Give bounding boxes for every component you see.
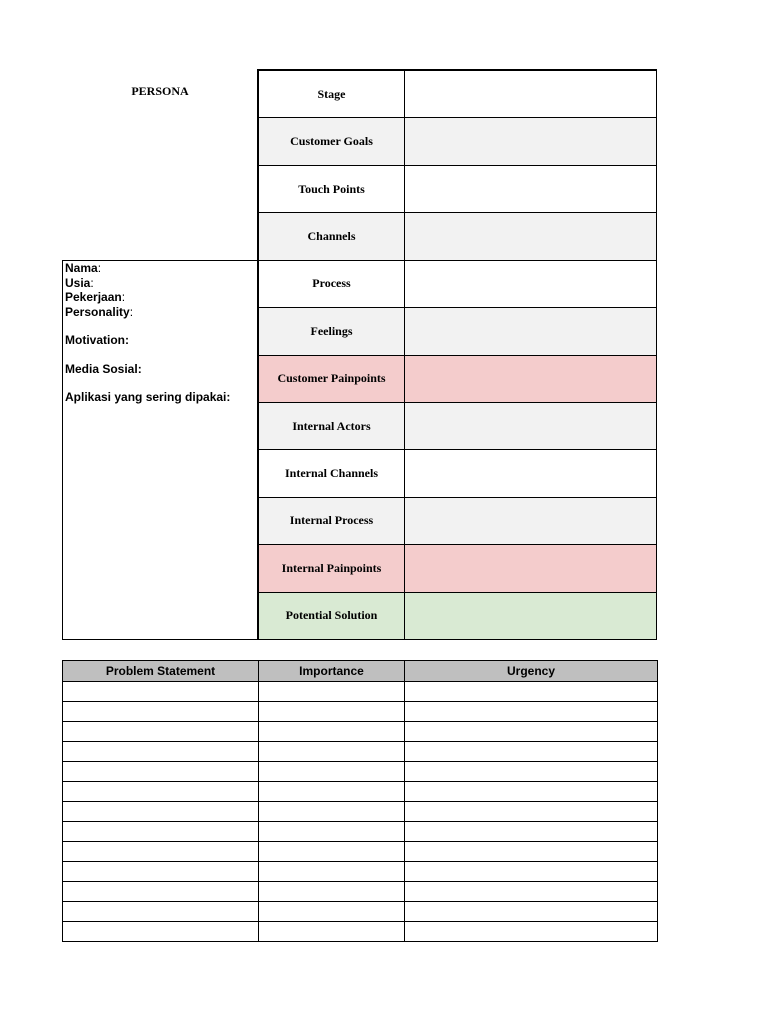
persona-title: PERSONA <box>131 84 189 98</box>
table-cell[interactable] <box>63 722 259 742</box>
field-colon: : <box>129 304 134 319</box>
table-row <box>63 782 658 802</box>
table-row <box>63 902 658 922</box>
table-cell[interactable] <box>405 842 658 862</box>
table-row <box>63 742 658 762</box>
journey-row-value-cell[interactable] <box>404 449 657 497</box>
table-cell[interactable] <box>63 702 259 722</box>
table-cell[interactable] <box>259 902 405 922</box>
journey-row-value-cell[interactable] <box>404 165 657 213</box>
journey-row-value-cell[interactable] <box>404 544 657 592</box>
field-label: Usia <box>65 275 91 290</box>
table-row <box>63 722 658 742</box>
table-cell[interactable] <box>259 882 405 902</box>
journey-row-value-cell[interactable] <box>404 70 657 118</box>
table-row <box>63 862 658 882</box>
field-colon: : <box>121 290 126 304</box>
journey-row-label: Process <box>258 260 405 308</box>
field-label: Personality <box>65 304 130 319</box>
field-colon: : <box>90 275 94 290</box>
journey-row-label: Internal Actors <box>258 402 405 450</box>
table-cell[interactable] <box>259 722 405 742</box>
table-cell[interactable] <box>63 782 259 802</box>
field-colon: : <box>97 261 102 275</box>
persona-field-pekerjaan <box>65 290 258 305</box>
journey-row-label: Feelings <box>258 307 405 355</box>
persona-motivation: Motivation: <box>65 333 129 347</box>
table-row <box>63 882 658 902</box>
table-cell[interactable] <box>63 762 259 782</box>
table-cell[interactable] <box>63 802 259 822</box>
journey-row-label: Customer Goals <box>258 117 405 165</box>
table-cell[interactable] <box>405 862 658 882</box>
table-cell[interactable] <box>259 862 405 882</box>
table-cell[interactable] <box>259 742 405 762</box>
table-cell[interactable] <box>63 882 259 902</box>
column-header-problem-statement: Problem Statement <box>63 661 259 682</box>
table-row <box>63 802 658 822</box>
table-cell[interactable] <box>63 842 259 862</box>
table-cell[interactable] <box>63 862 259 882</box>
table-cell[interactable] <box>405 902 658 922</box>
table-cell[interactable] <box>259 682 405 702</box>
field-label: Nama <box>65 261 98 275</box>
journey-row-label: Potential Solution <box>258 592 405 640</box>
table-row <box>63 762 658 782</box>
table-cell[interactable] <box>63 742 259 762</box>
journey-row-value-cell[interactable] <box>404 592 657 640</box>
persona-details-box <box>62 260 259 640</box>
journey-row-value-cell[interactable] <box>404 497 657 545</box>
table-cell[interactable] <box>405 722 658 742</box>
table-cell[interactable] <box>405 802 658 822</box>
table-cell[interactable] <box>259 822 405 842</box>
table-row <box>63 682 658 702</box>
journey-map-grid <box>257 69 657 640</box>
problem-priority-table <box>62 660 658 942</box>
table-cell[interactable] <box>259 782 405 802</box>
table-row <box>63 822 658 842</box>
persona-field-personality <box>65 305 258 320</box>
journey-row-value-cell[interactable] <box>404 402 657 450</box>
table-row <box>63 842 658 862</box>
table-cell[interactable] <box>405 782 658 802</box>
table-cell[interactable] <box>63 682 259 702</box>
table-row <box>63 922 658 942</box>
persona-field-nama <box>65 261 258 276</box>
table-cell[interactable] <box>259 922 405 942</box>
table-cell[interactable] <box>259 842 405 862</box>
table-cell[interactable] <box>259 702 405 722</box>
persona-aplikasi: Aplikasi yang sering dipakai: <box>65 390 231 404</box>
journey-row-label: Touch Points <box>258 165 405 213</box>
journey-row-label: Stage <box>258 70 405 118</box>
table-cell[interactable] <box>405 702 658 722</box>
journey-row-label: Channels <box>258 212 405 260</box>
table-cell[interactable] <box>405 922 658 942</box>
table-cell[interactable] <box>63 922 259 942</box>
persona-field-usia <box>65 276 258 291</box>
journey-row-label: Internal Painpoints <box>258 544 405 592</box>
journey-row-value-cell[interactable] <box>404 212 657 260</box>
journey-row-label: Internal Channels <box>258 449 405 497</box>
table-cell[interactable] <box>405 682 658 702</box>
table-cell[interactable] <box>63 902 259 922</box>
field-label: Pekerjaan <box>65 290 122 304</box>
persona-media-sosial: Media Sosial: <box>65 361 142 376</box>
table-cell[interactable] <box>405 742 658 762</box>
table-cell[interactable] <box>259 802 405 822</box>
journey-row-value-cell[interactable] <box>404 117 657 165</box>
journey-row-label: Internal Process <box>258 497 405 545</box>
journey-row-label: Customer Painpoints <box>258 355 405 403</box>
table-header-row <box>63 661 658 682</box>
journey-row-value-cell[interactable] <box>404 355 657 403</box>
table-cell[interactable] <box>405 882 658 902</box>
journey-row-value-cell[interactable] <box>404 260 657 308</box>
journey-row-value-cell[interactable] <box>404 307 657 355</box>
table-cell[interactable] <box>405 822 658 842</box>
column-header-importance: Importance <box>259 661 405 682</box>
table-cell[interactable] <box>259 762 405 782</box>
table-cell[interactable] <box>405 762 658 782</box>
column-header-urgency: Urgency <box>405 661 658 682</box>
table-cell[interactable] <box>63 822 259 842</box>
table-row <box>63 702 658 722</box>
